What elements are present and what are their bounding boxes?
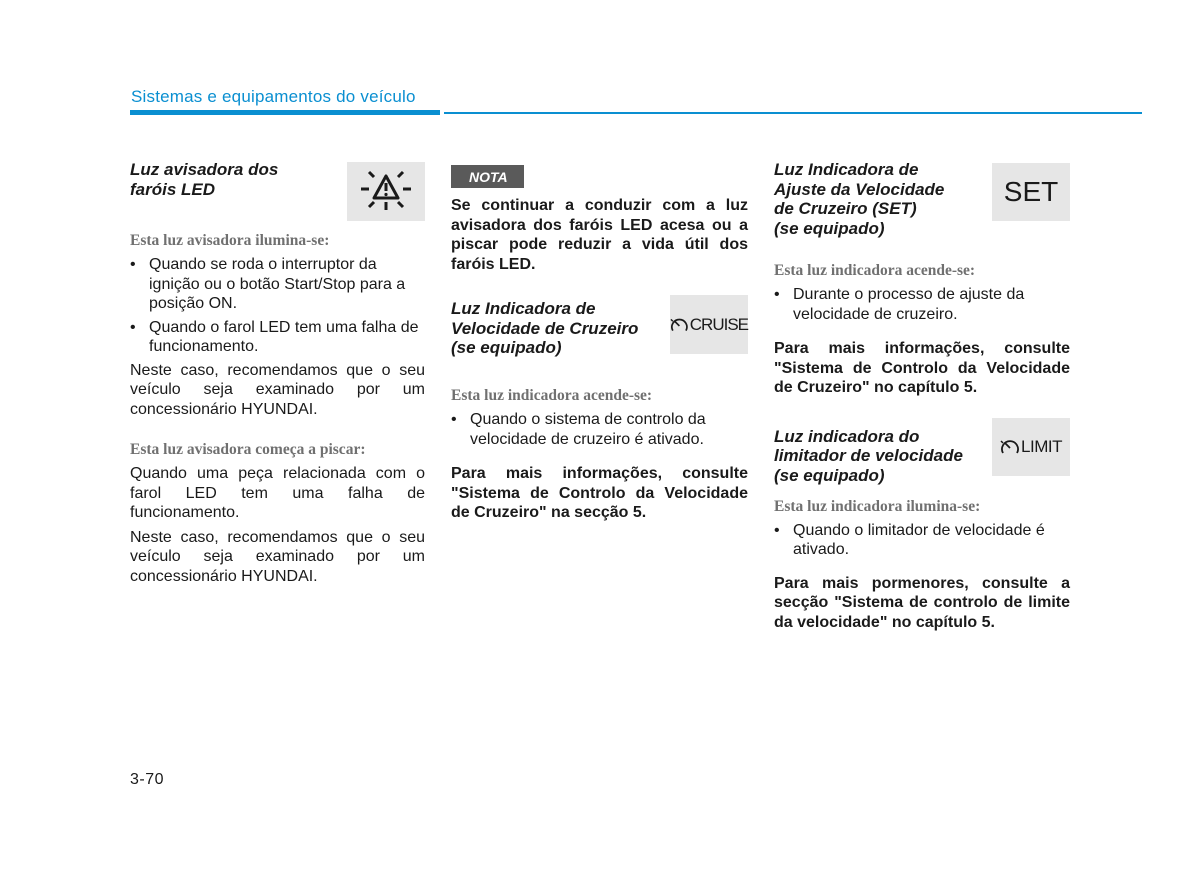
section-header-title: Sistemas e equipamentos do veículo bbox=[131, 87, 416, 106]
column-cruise bbox=[451, 160, 748, 523]
subheading: Esta luz indicadora acende-se: bbox=[774, 262, 976, 279]
section-title: Luz Indicadora de Ajuste da Velocidade de Cruzeiro (SET) (se equipado) bbox=[774, 160, 945, 238]
set-indicator bbox=[992, 163, 1070, 221]
list-item: • Quando o limitador de velocidade é ativado. bbox=[774, 521, 1045, 558]
subheading: Esta luz indicadora ilumina-se: bbox=[774, 497, 981, 515]
cruise-indicator-label: CRUISE bbox=[689, 314, 748, 334]
note-text: Se continuar a conduzir com a luz avisadora dos faróis LED acesa ou a piscar pode reduzir a vida útil dos faróis LED. bbox=[451, 197, 748, 273]
section-heading bbox=[774, 160, 1070, 240]
page-number: 3-70 bbox=[130, 771, 165, 788]
section-heading bbox=[130, 160, 425, 222]
limit-indicator-label: LIMIT bbox=[1021, 436, 1062, 456]
paragraph: Neste caso, recomendamos que o seu veículo seja examinado por um concessionário HYUNDAI. bbox=[130, 361, 425, 418]
paragraph: Quando uma peça relacionada com o farol LED tem uma falha de funcionamento. bbox=[130, 465, 425, 521]
column-set-limit bbox=[774, 160, 1070, 632]
column-led-headlamp bbox=[130, 160, 425, 586]
note-badge: NOTA bbox=[451, 165, 524, 188]
section-title: Luz Indicadora de Velocidade de Cruzeiro (se equipado) bbox=[451, 299, 639, 357]
paragraph: Neste caso, recomendamos que o seu veículo seja examinado por um concessionário HYUNDAI. bbox=[130, 528, 425, 585]
list-item: • Quando o sistema de controlo da velocidade de cruzeiro é ativado. bbox=[451, 411, 706, 448]
led-headlamp-warning-icon bbox=[358, 168, 414, 216]
subheading: Esta luz avisadora ilumina-se: bbox=[130, 232, 330, 249]
reference-note: Para mais pormenores, consulte a secção "Sistema de controlo de limite da velocidade" no capítulo 5. bbox=[774, 574, 1070, 631]
list-item: • Quando o farol LED tem uma falha de funcionamento. bbox=[130, 318, 419, 355]
cruise-indicator bbox=[670, 295, 748, 354]
section-title: Luz indicadora do limitador de velocidade (se equipado) bbox=[774, 426, 963, 485]
header-rule-thick bbox=[130, 110, 440, 115]
cruise-speedometer-icon bbox=[670, 316, 689, 334]
speed-limiter-icon bbox=[1000, 438, 1020, 456]
set-indicator-label: SET bbox=[1003, 176, 1059, 207]
section-heading bbox=[774, 427, 1070, 491]
section-heading bbox=[451, 295, 748, 381]
list-item: • Durante o processo de ajuste da velocidade de cruzeiro. bbox=[774, 286, 1025, 323]
header-rule-thin bbox=[444, 112, 1142, 114]
reference-note: Para mais informações, consulte "Sistema de Controlo da Velocidade de Cruzeiro" no capítulo 5. bbox=[774, 340, 1070, 396]
reference-note: Para mais informações, consulte "Sistema de Controlo da Velocidade de Cruzeiro" na secção 5. bbox=[451, 465, 748, 521]
limit-indicator bbox=[992, 418, 1070, 476]
list-item: • Quando se roda o interruptor da ignição ou o botão Start/Stop para a posição ON. bbox=[130, 256, 406, 312]
section-title: Luz avisadora dos faróis LED bbox=[130, 160, 279, 199]
led-headlamp-warning-indicator bbox=[347, 162, 425, 221]
subheading: Esta luz avisadora começa a piscar: bbox=[130, 441, 366, 458]
subheading: Esta luz indicadora acende-se: bbox=[451, 387, 653, 404]
